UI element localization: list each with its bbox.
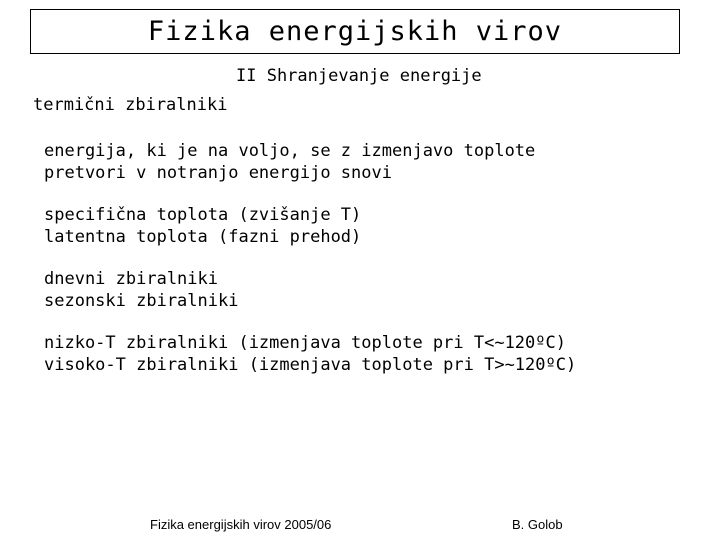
text-block-energy	[44, 141, 684, 184]
text-line: nizko-T zbiralniki (izmenjava toplote pri T<~120ºC)	[44, 333, 566, 353]
footer-course: Fizika energijskih virov 2005/06	[150, 517, 332, 532]
section-heading: termični zbiralniki	[33, 95, 228, 115]
slide-title: Fizika energijskih virov	[147, 16, 563, 47]
text-block-temperature	[44, 333, 684, 376]
text-line: dnevni zbiralniki	[44, 269, 218, 289]
text-block-storage-period	[44, 269, 684, 312]
text-line: sezonski zbiralniki	[44, 290, 239, 311]
text-line: pretvori v notranjo energijo snovi	[44, 162, 392, 183]
text-line: visoko-T zbiralniki (izmenjava toplote pri T>~120ºC)	[44, 354, 577, 375]
text-block-heat-types	[44, 205, 684, 248]
footer-author: B. Golob	[512, 517, 563, 532]
text-line: specifična toplota (zvišanje T)	[44, 205, 362, 225]
slide-content	[44, 141, 684, 397]
text-line: energija, ki je na voljo, se z izmenjavo toplote	[44, 141, 536, 161]
slide-title-box	[30, 9, 680, 54]
text-line: latentna toplota (fazni prehod)	[44, 226, 362, 247]
slide-subtitle: II Shranjevanje energije	[236, 66, 482, 86]
